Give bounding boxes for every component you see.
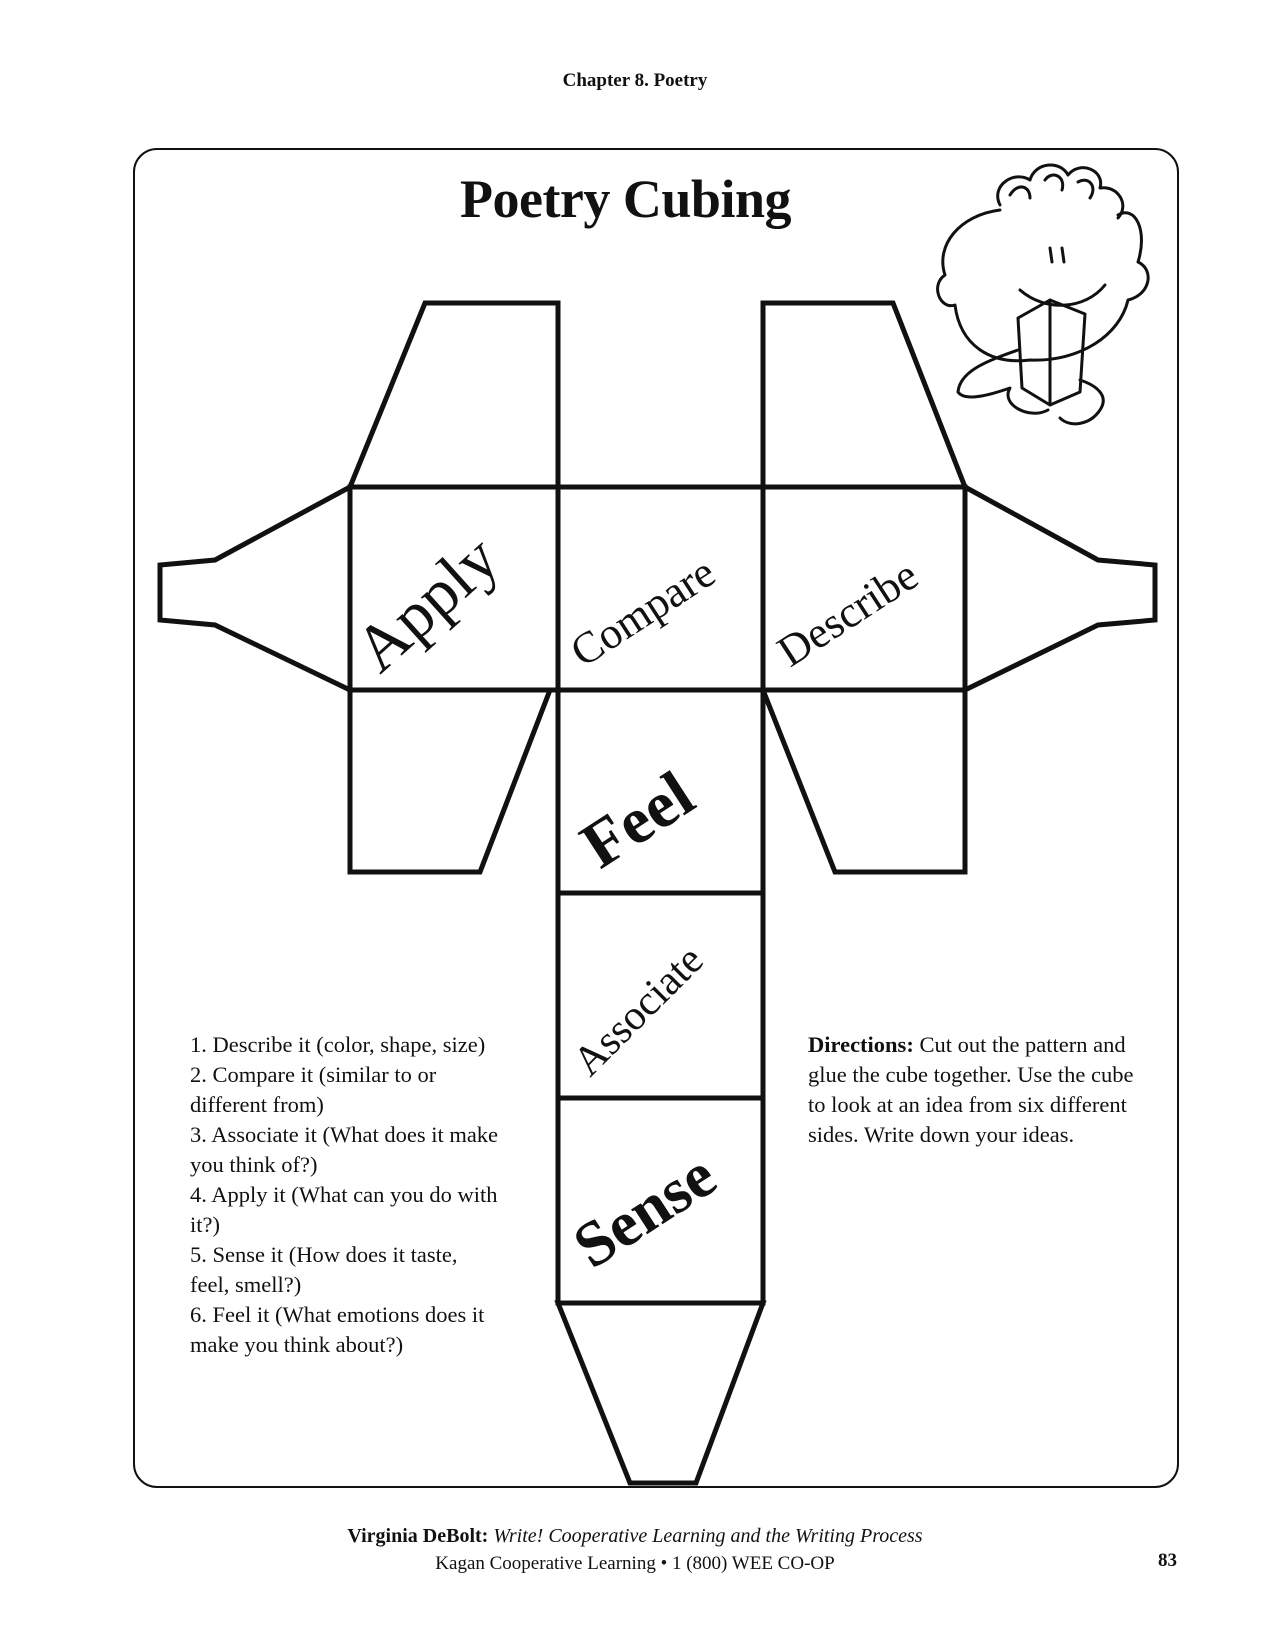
right-side-flap <box>965 487 1155 690</box>
directions-label: Directions: <box>808 1032 914 1057</box>
directions-text: Cut out the pattern and glue the cube together. Use the cube to look at an idea from six different sides. Write down your ideas. <box>808 1032 1134 1147</box>
instruction-item: 3. Associate it (What does it make you think of?) <box>190 1122 499 1177</box>
instruction-item: 6. Feel it (What emotions does it make you think about?) <box>190 1302 485 1357</box>
instruction-item: 5. Sense it (How does it taste, feel, smell?) <box>190 1242 458 1297</box>
chapter-heading: Chapter 8. Poetry <box>562 70 708 91</box>
face-label-sense: Sense <box>560 1138 728 1282</box>
directions-block <box>808 1030 1138 1150</box>
instruction-item: 2. Compare it (similar to or different from) <box>190 1062 437 1117</box>
top-right-flap <box>763 303 965 487</box>
face-label-associate: Associate <box>564 937 713 1086</box>
page-number: 83 <box>1158 1550 1177 1571</box>
footer-author: Virginia DeBolt: <box>347 1525 489 1547</box>
footer-citation <box>0 1525 1270 1548</box>
lower-left-flap <box>350 690 550 872</box>
worksheet-title: Poetry Cubing <box>460 169 791 229</box>
bottom-flap <box>558 1303 763 1483</box>
instruction-item: 1. Describe it (color, shape, size) <box>190 1032 486 1057</box>
child-holding-cube-illustration <box>938 165 1149 424</box>
face-label-describe: Describe <box>768 550 927 677</box>
lower-right-flap <box>763 690 965 872</box>
left-side-flap <box>160 487 350 690</box>
footer-book-title: Write! Cooperative Learning and the Writing Process <box>493 1525 923 1547</box>
face-label-feel: Feel <box>568 757 707 883</box>
cubing-instructions-list <box>190 1030 500 1360</box>
instruction-item: 4. Apply it (What can you do with it?) <box>190 1182 498 1237</box>
footer-publisher: Kagan Cooperative Learning • 1 (800) WEE CO-OP <box>435 1553 835 1574</box>
top-left-flap <box>350 303 558 487</box>
face-label-apply: Apply <box>341 521 513 687</box>
face-label-compare: Compare <box>561 547 724 677</box>
